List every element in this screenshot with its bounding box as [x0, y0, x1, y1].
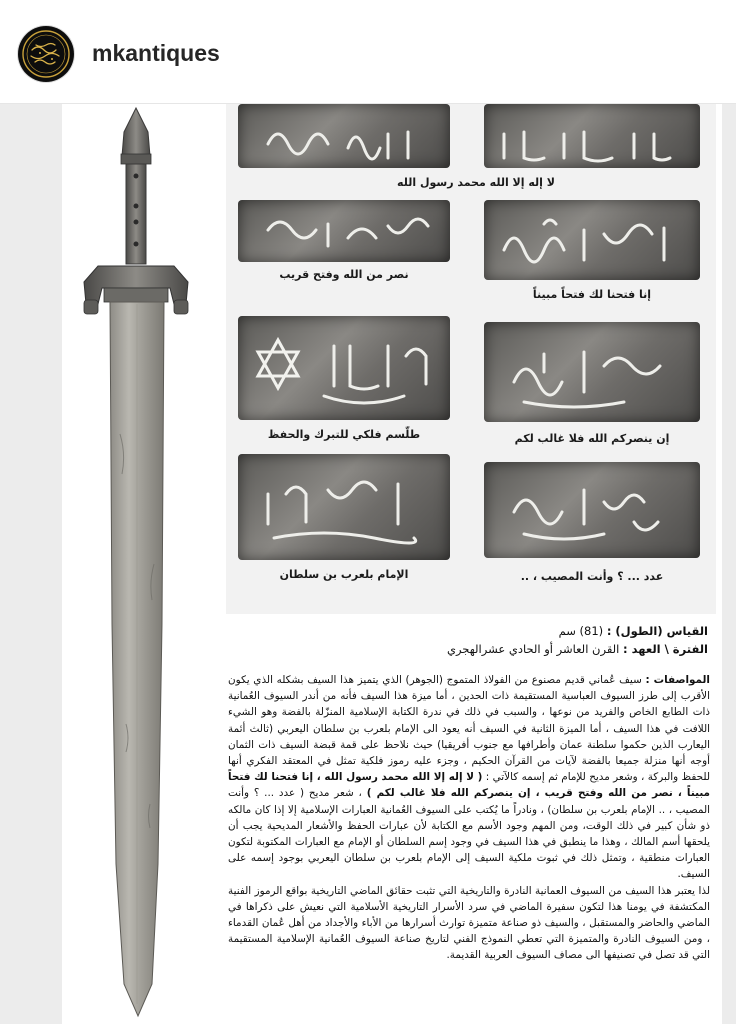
inscription-plate	[238, 200, 450, 262]
description-paragraph-2: لذا يعتبر هذا السيف من السيوف العمانية النادرة والتاريخية التي تثبت حقائق الماضي التاريخية بواقع الرموز الفنية المكتشفة في يومنا هذا لتكون سفيرة الماضي في سرد الأسرار التاريخية الأسلامية التي نعيش على ذكراها في الماضي والحاضر والمستقبل ، والسيف ذو صناعة متميزة توارث أسرارها من الأباء والأجداد من أهل عُمان القدماء ، ومن السيوف النادرة والمتميزة التي تعطي النموذج الفني لتاريخ صناعة السيوف العُمانية الإسلامية المستقيمة التي قد تصل في تصنيفها الى مصاف السيوف العربية القديمة.	[228, 884, 710, 962]
inscription-plate	[484, 200, 700, 280]
measure-label: القياس (الطول) :	[606, 624, 708, 638]
post-header	[0, 0, 736, 104]
page-margin-right	[722, 104, 736, 1024]
measure-value: (81) سم	[558, 624, 604, 638]
description-body-1: سيف عُماني قديم مصنوع من الفولاذ المتموج (الجوهر) الذي يتميز هذا السيف بشكله الذي يكون الأقرب إلى طرز السيوف العباسية المستقيمة ذات الحدين ، أما ميزة هذا السيف فأنه من أندر السيوف العُمانية ذات الطابع الخاص والفريد من نوعها ، والسبب في ذلك في ندرة الكتابة الإسلامية المنزّلة بالفضة وهو الشيء اللافت في هذا السيف ، أما الميزة الثانية في السيف أنه يعود الى الإمام بلعرب بن سلطان اليعربي (ثالث أئمة اليعارب الذين حكموا سلطنة عمان وأطرافها مع جنوب أفريقيا) حيث نلاحظ على قمة قبضة السيف ذات الثمان أوجه أنها منزلة جميعا بالفضة لآيات من القرآن الحكيم ، وجزء عليه رموز فلكية تمثل في المعتقد الفكري أنها للحفظ والبركة ، وشعر مديح للإمام ثم إسمه كالآتي :	[228, 674, 710, 784]
description-label: المواصفات :	[645, 674, 710, 686]
plate-caption: إن ينصركم الله فلا غالب لكم	[514, 432, 670, 445]
plate-caption: نصر من الله وفتح قريب	[279, 268, 409, 281]
inscription-plate	[484, 462, 700, 558]
account-username[interactable]: mkantiques	[92, 40, 220, 66]
description-quote: ( لا إله إلا الله محمد رسول الله ، إنا فتحنا لك فتحاً مبيناً ، نصر من الله وفتح قريب ، إن ينصركم الله فلا غالب لكم )	[228, 771, 710, 800]
period-line	[447, 642, 708, 656]
inscription-plates	[226, 104, 716, 614]
page-margin-left	[0, 104, 62, 1024]
inscription-plate	[484, 104, 700, 168]
plate-caption: عدد ... ؟ وأنت المصيب ، ..	[520, 570, 664, 583]
plate-caption: طلّسم فلكي للتبرك والحفظ	[267, 428, 421, 441]
description-paragraph-1	[228, 672, 710, 883]
specifications	[226, 624, 716, 674]
description-body-2: ، شعر مديح ( عدد ... ؟ وأنت المصيب ، .. الإمام بلعرب بن سلطان) ، ونادراً ما يُكتب على السيوف العُمانية العبارات الإسلامية إلا إذا كان مالكه ذو شأن كبير في ذلك الوقت، ومن المهم وجود الأسم مع الكتابة لأن عبارات الحفظ والأشعار المديحية يجب أن يلحقها أسم المالك ، وهذا ما ينطبق في هذا السيف في وجود إسم السلطان أو الإمام مع العبارات المكتوبة لتكون العبارات منطقية ، وتمثل ذلك في ثبوت ملكية السيف إلى الإمام بلعرب بن سلطان اليعربي بوجود إسمه على السيف.	[228, 787, 710, 881]
inscription-plate	[238, 104, 450, 168]
inscription-plate	[238, 316, 450, 420]
inscription-plate	[484, 322, 700, 422]
inscription-plate	[238, 454, 450, 560]
period-label: الفترة \ العهد :	[623, 642, 708, 656]
calligraphy-seal-icon	[18, 26, 74, 82]
post-image	[0, 104, 736, 1024]
sword-photo	[70, 104, 220, 1024]
plate-caption: إنا فتحنا لك فتحاً مبيناً	[532, 288, 652, 301]
description-text	[222, 672, 716, 1024]
measure-line	[559, 624, 708, 638]
plate-caption: الإمام بلعرب بن سلطان	[279, 568, 409, 581]
plate-caption: لا إله إلا الله محمد رسول الله	[397, 176, 555, 189]
period-value: القرن العاشر أو الحادي عشرالهجري	[446, 642, 620, 656]
profile-avatar[interactable]	[18, 26, 74, 82]
